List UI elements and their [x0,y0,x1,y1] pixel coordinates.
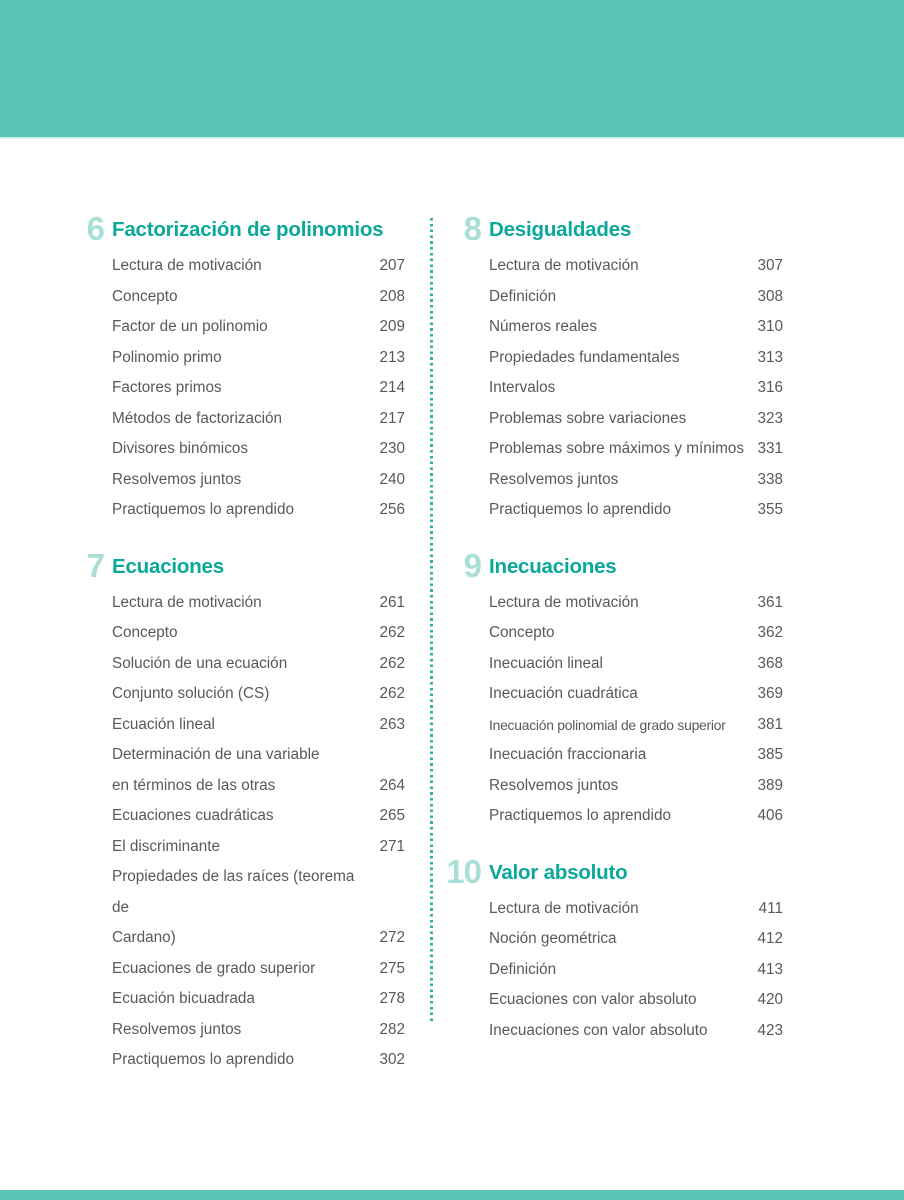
toc-entry-page-number: 217 [379,409,405,427]
toc-entry-label [489,771,618,802]
toc-entry-row [112,1045,405,1076]
toc-entry-page-number: 385 [757,746,783,763]
toc-entry-row [112,251,405,282]
toc-entry-row [112,649,405,680]
toc-entry-label-line: Ecuación lineal [112,715,215,733]
toc-entry-label-line: Métodos de factorización [112,409,283,427]
toc-entry-page-number: 262 [379,685,405,702]
toc-entry-label-line: Ecuaciones de grado superior [112,959,316,977]
toc-entry-row [112,832,405,863]
toc-entry-label [489,740,646,771]
toc-entry-page-number: 406 [757,807,783,824]
toc-entry-label [112,740,319,801]
toc-entry-label-line: Inecuación fraccionaria [489,746,647,763]
toc-entry-label [112,862,371,954]
toc-entry-page-number: 213 [379,348,405,366]
toc-entry-label [489,955,556,986]
toc-entry-page-number: 411 [758,899,783,917]
toc-entry-row [489,740,783,771]
toc-entry-label [489,588,639,619]
toc-entry-label [489,924,617,955]
chapter-number: 8 [463,210,481,247]
toc-entry-page-number: 331 [757,440,783,457]
toc-entry-label [489,312,597,343]
toc-chapter [446,852,783,1047]
toc-entry-page-number: 313 [757,348,783,366]
toc-entry-page-number: 361 [757,593,783,611]
toc-entry-page-number: 214 [379,379,405,396]
chapter-header [86,210,405,247]
toc-entry-label-line: Ecuación bicuadrada [112,990,255,1007]
toc-entry-row [489,373,783,404]
toc-entry-label [489,679,638,710]
chapter-header [86,546,405,584]
toc-entry-label [489,465,618,496]
toc-entry-label-line: Concepto [112,287,178,305]
toc-entry-page-number: 261 [379,593,405,611]
toc-entry-label [489,649,603,680]
toc-entry-label [489,282,556,313]
toc-entry-row [489,434,783,465]
toc-entry-label-line: Lectura de motivación [112,257,262,274]
toc-entry-label-line: Problemas sobre variaciones [489,409,687,427]
toc-entry-label-line: Conjunto solución (CS) [112,685,270,702]
toc-entry-row [112,1015,405,1046]
toc-entry-row [112,465,405,496]
toc-entry-label [112,649,287,680]
toc-entry-label-line: Factor de un polinomio [112,318,268,335]
toc-entry-label [112,618,177,649]
toc-entry-row [489,955,783,986]
toc-entry-row [112,954,405,985]
toc-entry-page-number: 240 [379,470,405,488]
toc-entry-label-line: Noción geométrica [489,930,617,947]
chapter-header [463,210,783,247]
toc-entry-label-line: Lectura de motivación [489,899,639,917]
toc-entry-label-line: Inecuación lineal [489,654,603,672]
toc-entry-page-number: 209 [379,318,405,335]
toc-entry-row [489,1016,783,1047]
toc-entry-row [112,679,405,710]
toc-entry-label-line: Practiquemos lo aprendido [112,1051,294,1068]
chapter-title: Valor absoluto [489,860,628,884]
toc-entry-page-number: 263 [379,715,405,733]
toc-entry-label [112,251,262,282]
toc-entry-row [489,465,783,496]
toc-entry-row [489,985,783,1016]
toc-chapter [86,546,405,1076]
toc-entry-page-number: 230 [379,440,405,457]
toc-chapter [463,210,783,526]
toc-entry-label-line: Inecuación cuadrática [489,685,638,702]
toc-entry-page-number: 265 [379,807,405,824]
toc-entry-page-number: 282 [379,1020,405,1038]
toc-entry-page-number: 355 [757,501,783,518]
toc-entry-label-line: Ecuaciones cuadráticas [112,807,274,824]
toc-entry-row [112,618,405,649]
toc-entry-page-number: 208 [379,287,405,305]
chapter-number: 10 [446,852,481,890]
toc-entry-label [112,679,269,710]
toc-entry-page-number: 389 [757,776,783,794]
toc-entry-page-number: 207 [379,257,405,274]
toc-entry-row [112,740,405,801]
toc-entry-label-line: Propiedades fundamentales [489,348,680,366]
toc-entry-label [112,1015,241,1046]
toc-entry-label-line: Propiedades de las raíces (teorema de [112,868,355,916]
toc-entry-page-number: 275 [379,959,405,977]
toc-entry-row [489,710,783,741]
toc-entry-label-line: Definición [489,960,557,978]
toc-entry-page-number: 262 [379,654,405,672]
toc-column-right [446,210,783,1046]
toc-entry-label-line: Divisores binómicos [112,440,249,457]
toc-entry-row [489,312,783,343]
toc-entry-row [489,251,783,282]
toc-entry-page-number: 323 [757,409,783,427]
toc-entry-label [112,588,262,619]
toc-entry-row [489,801,783,832]
toc-entry-label-line: Resolvemos juntos [112,470,242,488]
toc-entry-label-line: Determinación de una variable [112,746,320,763]
toc-entry-page-number: 278 [379,990,405,1007]
toc-entry-row [112,710,405,741]
toc-entry-label-line: Polinomio primo [112,348,222,366]
chapter-number: 7 [86,546,104,584]
toc-column-left [86,210,405,1076]
toc-entry-page-number: 368 [757,654,783,672]
toc-entry-row [489,649,783,680]
toc-entry-label [489,343,680,374]
toc-entry-label [112,1045,294,1076]
toc-entry-label [489,618,554,649]
toc-entry-page-number: 308 [757,287,783,305]
toc-entry-label-line: Practiquemos lo aprendido [489,807,671,824]
toc-entry-row [489,588,783,619]
toc-entry-label [489,495,671,526]
chapter-title: Inecuaciones [489,554,617,578]
toc-entry-label [112,373,222,404]
chapter-title: Ecuaciones [112,554,224,578]
toc-entry-row [489,894,783,925]
toc-entry-label-line: Lectura de motivación [112,593,262,611]
toc-entry-page-number: 262 [379,624,405,641]
toc-entry-label [489,373,555,404]
top-color-band [0,0,904,139]
toc-entry-label-line: Problemas sobre máximos y mínimos [489,440,745,457]
toc-entry-page-number: 316 [757,379,783,396]
toc-entry-page-number: 381 [757,715,783,733]
toc-entry-label-line: Inecuaciones con valor absoluto [489,1021,708,1039]
toc-entry-label [489,251,639,282]
toc-entry-label [112,312,268,343]
toc-entry-row [489,679,783,710]
toc-entry-label-line: Practiquemos lo aprendido [489,501,671,518]
toc-entry-label [112,404,282,435]
toc-entry-label-line: Resolvemos juntos [112,1020,242,1038]
toc-entry-row [489,343,783,374]
toc-chapter [86,210,405,526]
toc-entry-page-number: 302 [379,1051,405,1068]
toc-entry-label-line: Lectura de motivación [489,257,639,274]
toc-entry-row [112,343,405,374]
toc-entry-page-number: 338 [757,470,783,488]
toc-entry-label-line: Definición [489,287,557,305]
toc-entry-row [112,984,405,1015]
chapter-header [463,546,783,584]
toc-entry-row [112,282,405,313]
toc-entry-label [112,282,177,313]
toc-entry-label-line: Resolvemos juntos [489,776,619,794]
column-divider-dotted-line [430,218,433,1024]
toc-entry-label [489,1016,708,1047]
toc-entry-row [112,373,405,404]
toc-entry-label [112,954,315,985]
toc-entry-label-line: Concepto [112,624,178,641]
toc-entry-label [489,985,697,1016]
toc-entry-row [489,282,783,313]
chapter-title: Desigualdades [489,218,632,241]
toc-entry-label-line: Ecuaciones con valor absoluto [489,991,697,1008]
toc-entry-label-line: Factores primos [112,379,222,396]
toc-entry-label-line: Cardano) [112,929,176,946]
bottom-color-band [0,1190,904,1200]
toc-entry-row [489,495,783,526]
toc-entry-page-number: 362 [757,624,783,641]
toc-entry-row [112,862,405,954]
toc-entry-page-number: 264 [379,776,405,794]
toc-entry-label-line: Solución de una ecuación [112,654,288,672]
toc-entry-page-number: 423 [757,1021,783,1039]
toc-entry-label [489,801,671,832]
chapter-header [446,852,783,890]
toc-entry-row [489,771,783,802]
toc-entry-label [489,894,639,925]
toc-entry-row [112,588,405,619]
toc-entry-label [112,343,222,374]
toc-entry-label-line: Números reales [489,318,597,335]
toc-entry-row [489,924,783,955]
toc-entry-label [112,434,248,465]
toc-entry-label-line: en términos de las otras [112,776,276,794]
chapter-number: 9 [463,546,481,584]
toc-entry-row [112,312,405,343]
chapter-title: Factorización de polinomios [112,218,384,241]
toc-entry-row [489,404,783,435]
toc-entry-row [489,618,783,649]
toc-entry-row [112,495,405,526]
toc-entry-page-number: 310 [757,318,783,335]
toc-entry-label-line: Intervalos [489,379,556,396]
chapter-number: 6 [86,210,104,247]
toc-entry-page-number: 307 [757,257,783,274]
toc-entry-label [112,495,294,526]
toc-entry-label-line: Lectura de motivación [489,593,639,611]
toc-entry-page-number: 369 [757,685,783,702]
toc-entry-page-number: 412 [757,930,783,947]
toc-entry-page-number: 420 [757,991,783,1008]
toc-entry-page-number: 413 [757,960,783,978]
toc-entry-label [112,710,215,741]
toc-entry-page-number: 271 [379,837,405,855]
toc-chapter [463,546,783,832]
toc-entry-page-number: 272 [379,929,405,946]
toc-entry-row [112,404,405,435]
toc-entry-row [112,801,405,832]
toc-entry-label-line: Inecuación polinomial de grado superior [489,716,726,733]
toc-entry-label [489,434,744,465]
toc-entry-row [112,434,405,465]
toc-entry-label [489,710,726,741]
toc-entry-label [489,404,686,435]
toc-entry-label [112,832,220,863]
toc-entry-label-line: Resolvemos juntos [489,470,619,488]
toc-entry-label-line: Practiquemos lo aprendido [112,501,294,518]
toc-entry-label-line: El discriminante [112,837,220,855]
toc-entry-label [112,984,255,1015]
toc-entry-label [112,801,274,832]
toc-entry-label-line: Concepto [489,624,555,641]
toc-entry-label [112,465,241,496]
toc-entry-page-number: 256 [379,501,405,518]
